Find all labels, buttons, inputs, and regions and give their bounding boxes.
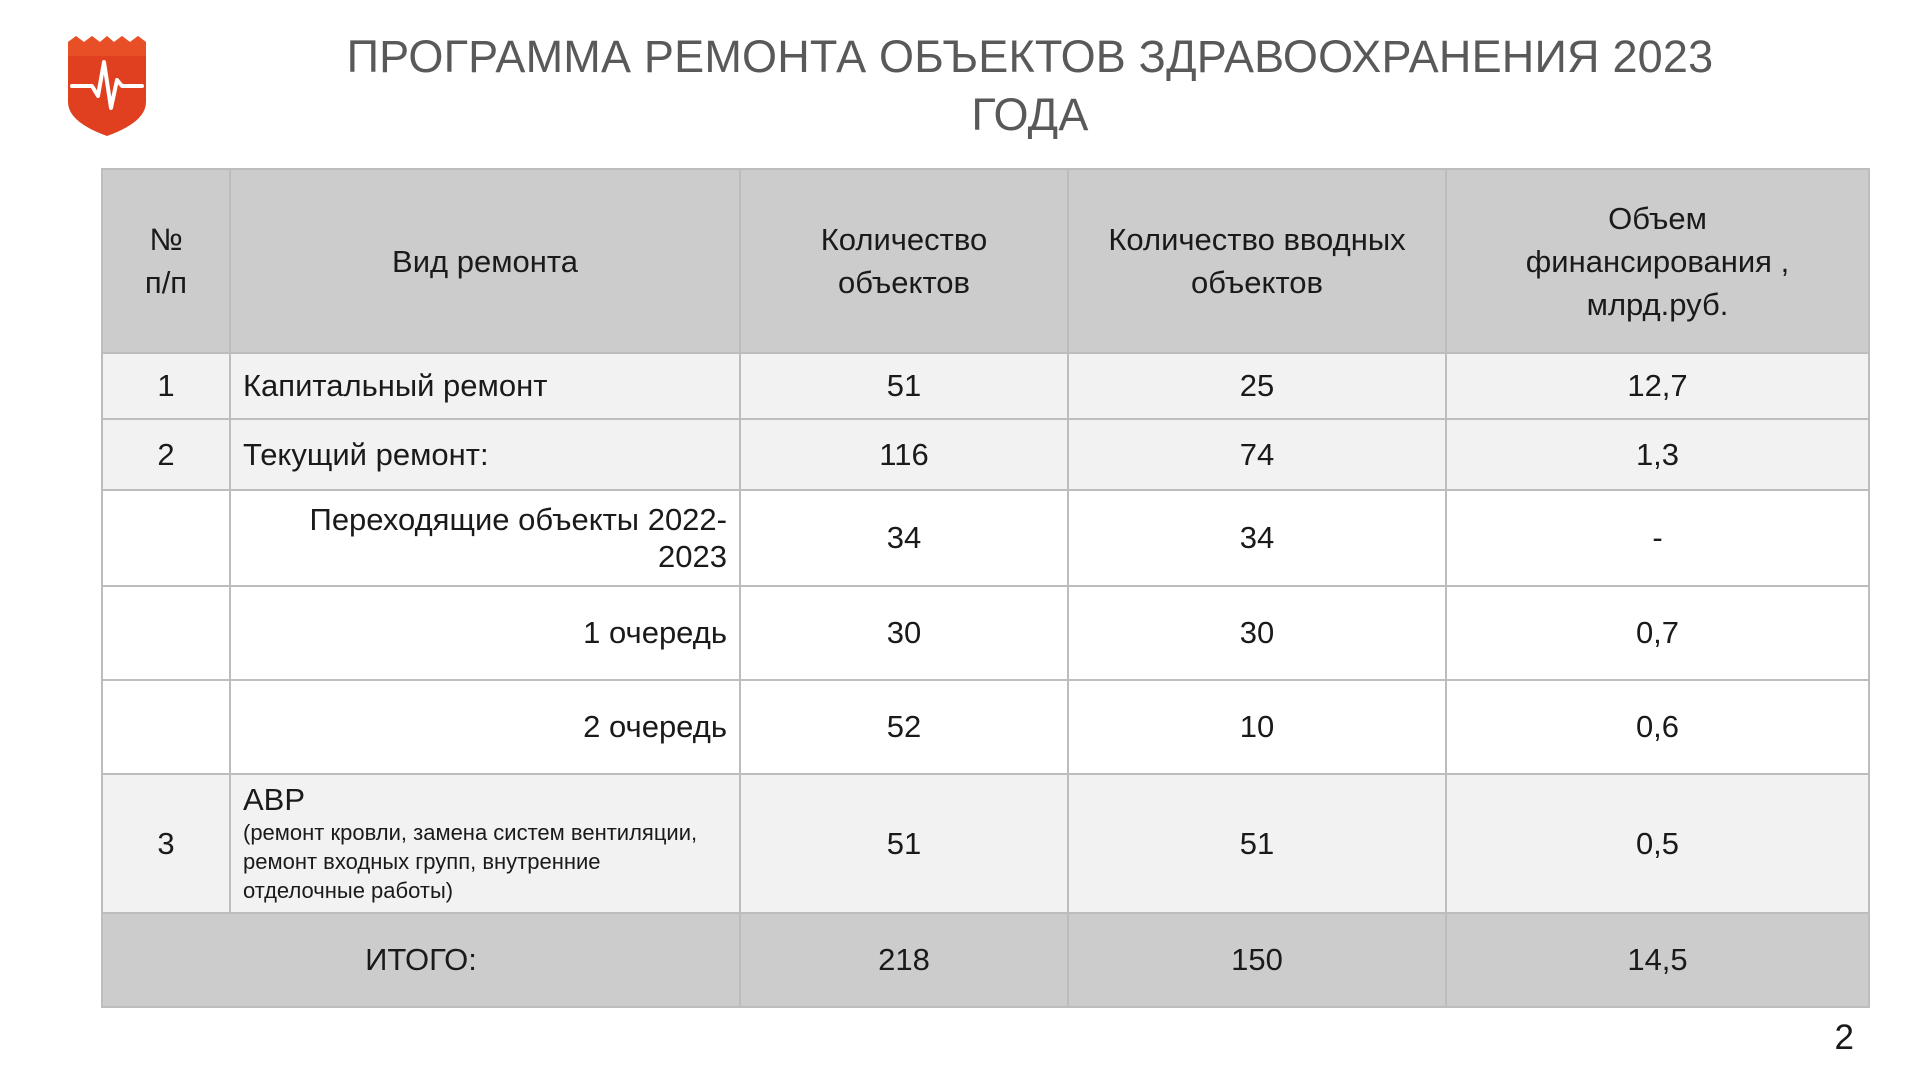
row-commissioned: 34 <box>1068 490 1446 586</box>
table-row <box>102 353 1869 419</box>
row-num <box>102 586 230 680</box>
table-header-row <box>102 169 1869 353</box>
row-commissioned: 25 <box>1068 353 1446 419</box>
row-num: 1 <box>102 353 230 419</box>
row-count: 51 <box>740 353 1068 419</box>
table-row <box>102 774 1869 913</box>
row-num <box>102 490 230 586</box>
shield-heartbeat-logo-icon <box>66 36 148 136</box>
row-funding: 1,3 <box>1446 419 1869 490</box>
total-commissioned: 150 <box>1068 913 1446 1007</box>
row-count: 116 <box>740 419 1068 490</box>
row-funding: - <box>1446 490 1869 586</box>
row-kind: Капитальный ремонт <box>230 353 740 419</box>
row-commissioned: 10 <box>1068 680 1446 774</box>
row-kind: 2 очередь <box>230 680 740 774</box>
table-row <box>102 680 1869 774</box>
table-total-row <box>102 913 1869 1007</box>
row-commissioned: 30 <box>1068 586 1446 680</box>
row-num <box>102 680 230 774</box>
row-kind <box>230 490 740 586</box>
row-commissioned: 74 <box>1068 419 1446 490</box>
repair-program-table <box>101 168 1870 1008</box>
row-kind-text: АВР <box>243 782 306 817</box>
row-kind: 1 очередь <box>230 586 740 680</box>
header-funding: Объем финансирования , млрд.руб. <box>1446 169 1869 353</box>
row-num: 3 <box>102 774 230 913</box>
header-commissioned: Количество вводных объектов <box>1068 169 1446 353</box>
row-funding: 0,5 <box>1446 774 1869 913</box>
table-row <box>102 419 1869 490</box>
header-kind: Вид ремонта <box>230 169 740 353</box>
total-funding: 14,5 <box>1446 913 1869 1007</box>
page-number: 2 <box>1834 1018 1854 1057</box>
row-count: 51 <box>740 774 1068 913</box>
row-kind-text: Переходящие объекты 2022-2023 <box>309 502 727 574</box>
page-title-line-1: ПРОГРАММА РЕМОНТА ОБЪЕКТОВ ЗДРАВООХРАНЕНИЯ 2023 <box>346 31 1714 82</box>
row-count: 52 <box>740 680 1068 774</box>
page-title-line-2: ГОДА <box>971 89 1089 140</box>
row-commissioned: 51 <box>1068 774 1446 913</box>
table-row <box>102 586 1869 680</box>
total-label: ИТОГО: <box>102 913 740 1007</box>
row-count: 30 <box>740 586 1068 680</box>
header-count: Количество объектов <box>740 169 1068 353</box>
table-row <box>102 490 1869 586</box>
header-num: № п/п <box>102 169 230 353</box>
row-kind <box>230 774 740 913</box>
total-count: 218 <box>740 913 1068 1007</box>
row-num: 2 <box>102 419 230 490</box>
row-funding: 0,6 <box>1446 680 1869 774</box>
row-kind: Текущий ремонт: <box>230 419 740 490</box>
row-funding: 0,7 <box>1446 586 1869 680</box>
row-funding: 12,7 <box>1446 353 1869 419</box>
row-count: 34 <box>740 490 1068 586</box>
page-title <box>230 28 1830 144</box>
row-kind-note: (ремонт кровли, замена систем вентиляции, ремонт входных групп, внутренние отделочные работы) <box>243 820 698 903</box>
